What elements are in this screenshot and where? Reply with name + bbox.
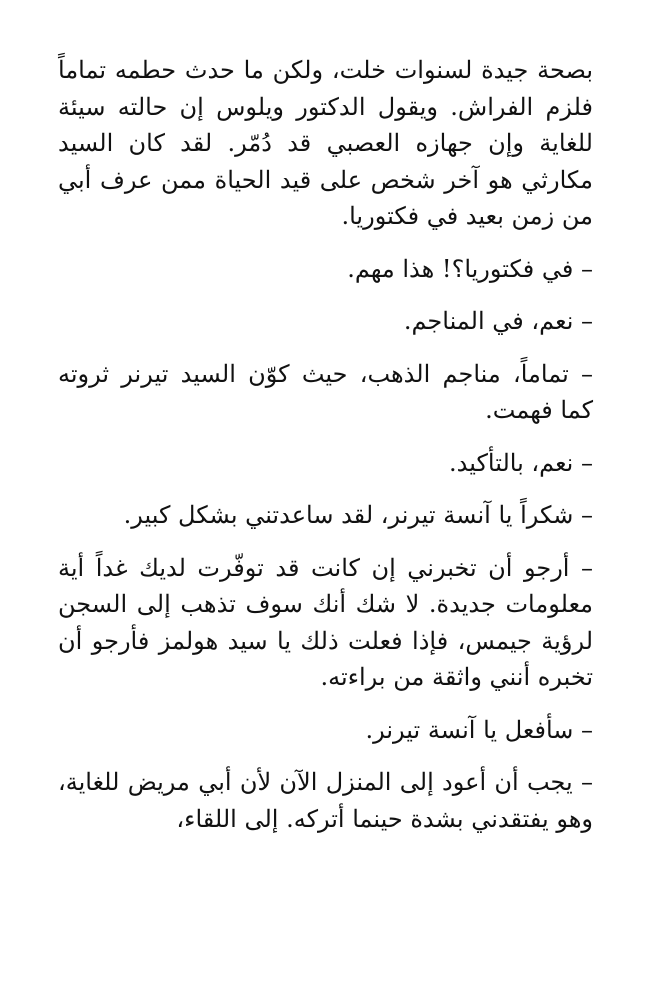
paragraph-dialogue: – يجب أن أعود إلى المنزل الآن لأن أبي مريض للغاية، وهو يفتقدني بشدة حينما أتركه. إلى اللقاء، [58, 768, 593, 833]
paragraph-dialogue: – أرجو أن تخبرني إن كانت قد توفّرت لديك غداً أية معلومات جديدة. لا شك أنك سوف تذهب إلى السجن لرؤية جيمس، فإذا فعلت ذلك يا سيد هولمز فأرجو أن تخبره أنني واثقة من براءته. [58, 553, 594, 691]
page-text [58, 52, 593, 853]
paragraph-dialogue: – نعم، بالتأكيد. [449, 448, 593, 477]
paragraph-dialogue: – تماماً، مناجم الذهب، حيث كوّن السيد تيرنر ثروته كما فهمت. [58, 359, 593, 424]
paragraph-dialogue: – شكراً يا آنسة تيرنر، لقد ساعدتني بشكل كبير. [123, 501, 593, 529]
paragraph-dialogue: – سأفعل يا آنسة تيرنر. [365, 715, 593, 744]
paragraph-dialogue: – نعم، في المناجم. [403, 307, 593, 335]
paragraph-dialogue: – في فكتوريا؟! هذا مهم. [347, 254, 593, 283]
paragraph-narration: بصحة جيدة لسنوات خلت، ولكن ما حدث حطمه تماماً فلزم الفراش. ويقول الدكتور ويلوس إن حالته سيئة للغاية وإن جهازه العصبي قد دُمّر. لقد كان السيد مكارثي هو آخر شخص على قيد الحياة ممن عرف أبي من زمن بعيد في فكتوريا. [58, 56, 593, 230]
